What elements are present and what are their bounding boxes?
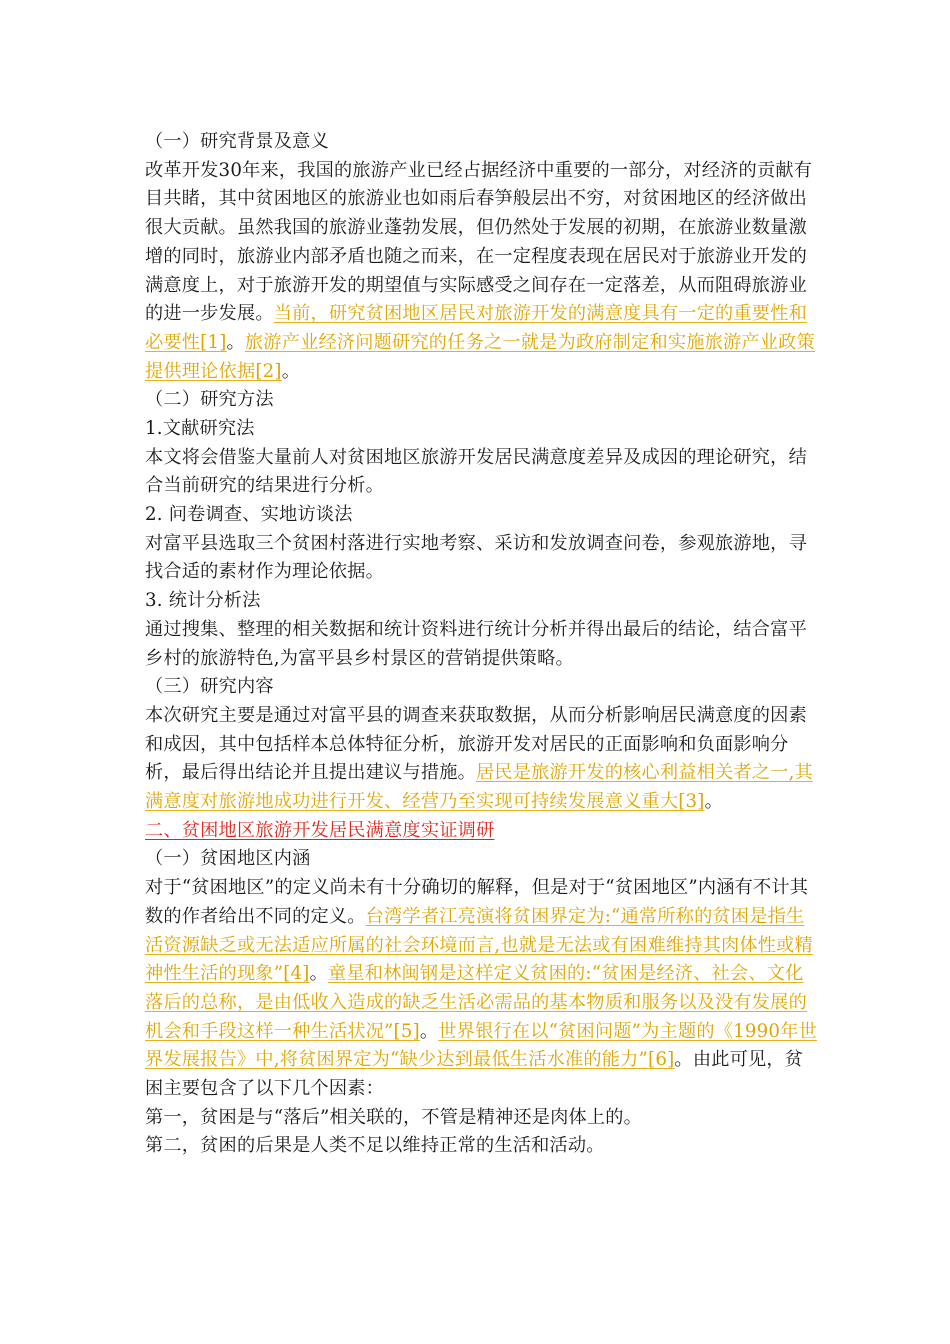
sub-heading xyxy=(145,845,817,874)
method-title xyxy=(145,415,817,444)
citation-link[interactable]: 居民是旅游开发的核心利益相关者之一,其满意度对旅游地成功进行开发、经营乃至实现可持续发展意义重大[3] xyxy=(145,762,813,813)
method-text: 通过搜集、整理的相关数据和统计资料进行统计分析并得出最后的结论，结合富平乡村的旅游特色,为富平县乡村景区的营销提供策略。 xyxy=(145,618,807,669)
punctuation: 。 xyxy=(419,1020,439,1042)
punctuation: 。 xyxy=(704,791,723,813)
section-heading-methods xyxy=(145,386,817,415)
method-text: 本文将会借鉴大量前人对贫困地区旅游开发居民满意度差异及成因的理论研究，结合当前研究的结果进行分析。 xyxy=(145,446,807,497)
method-title xyxy=(145,587,817,616)
punctuation: 。 xyxy=(226,331,245,353)
paragraph-text: 对于“贫困地区”的定义尚未有十分确切的解释，但是对于“贫困地区”内涵有不计其数的作者给出不同的定义。 xyxy=(145,877,809,927)
method-description xyxy=(145,444,817,501)
method-title xyxy=(145,501,817,530)
list-item xyxy=(145,1104,817,1133)
part-title-link[interactable]: 二、贫困地区旅游开发居民满意度实证调研 xyxy=(145,819,495,841)
list-item-text: 第二，贫困的后果是人类不足以维持正常的生活和活动。 xyxy=(145,1135,605,1157)
citation-link[interactable]: 台湾学者江亮演将贫困界定为:“通常所称的贫困是指生活资源缺乏或无法适应所属的社会环境而言,也就是无法或有困难维持其肉体性或精神性生活的现象”[4] xyxy=(145,905,813,985)
paragraph-text: 本次研究主要是通过对富平县的调查来获取数据，从而分析影响居民满意度的因素和成因，其中包括样本总体特征分析，旅游开发对居民的正面影响和负面影响分析，最后得出结论并且提出建议与措施。 xyxy=(145,704,807,784)
part-title xyxy=(145,817,817,846)
punctuation: 。 xyxy=(674,1049,693,1071)
section-heading-background xyxy=(145,128,817,157)
section-heading: （二）研究方法 xyxy=(145,389,274,411)
method-title-text: 1.文献研究法 xyxy=(145,418,255,439)
section-heading-content xyxy=(145,673,817,702)
punctuation: 。 xyxy=(281,360,301,382)
section-heading: （一）贫困地区内涵 xyxy=(145,848,311,870)
method-description xyxy=(145,616,817,673)
list-item-text: 第一，贫困是与“落后”相关联的，不管是精神还是肉体上的。 xyxy=(145,1106,643,1128)
section-heading: （三）研究内容 xyxy=(145,676,274,698)
list-item xyxy=(145,1132,817,1161)
section-heading: （一）研究背景及意义 xyxy=(145,131,329,152)
paragraph-background xyxy=(145,157,817,387)
method-title-text: 3. 统计分析法 xyxy=(145,590,261,612)
citation-link[interactable]: 童星和林闽钢是这样定义贫困的:“贫困是经济、社会、文化落后的总称，是由低收入造成的缺乏生活必需品的基本物质和服务以及没有发展的机会和手段这样一种生活状况”[5] xyxy=(145,963,807,1042)
paragraph-poverty-definition xyxy=(145,874,817,1104)
method-text: 对富平县选取三个贫困村落进行实地考察、采访和发放调查问卷，参观旅游地，寻找合适的素材作为理论依据。 xyxy=(145,532,807,583)
document-body xyxy=(145,128,817,1161)
method-title-text: 2. 问卷调查、实地访谈法 xyxy=(145,504,353,526)
paragraph-text: 改革开发30年来，我国的旅游产业已经占据经济中重要的一部分，对经济的贡献有目共睹，其中贫困地区的旅游业也如雨后春笋般层出不穷，对贫困地区的经济做出很大贡献。虽然我国的旅游业蓬勃发展，但仍然处于发展的初期，在旅游业数量激增的同时，旅游业内部矛盾也随之而来，在一定程度表现在居民对于旅游业开发的满意度上，对于旅游开发的期望值与实际感受之间存在一定落差，从而阻碍旅游业的进一步发展。 xyxy=(145,159,813,325)
citation-link[interactable]: 旅游产业经济问题研究的任务之一就是为政府制定和实施旅游产业政策提供理论依据[2] xyxy=(145,331,815,382)
paragraph-text: 由此可见，贫困主要包含了以下几个因素： xyxy=(145,1049,804,1100)
paragraph-content xyxy=(145,702,817,817)
method-description xyxy=(145,530,817,587)
punctuation: 。 xyxy=(309,963,328,985)
citation-link[interactable]: 当前，研究贫困地区居民对旅游开发的满意度具有一定的重要性和必要性[1] xyxy=(145,303,807,353)
citation-link[interactable]: 世界银行在以“贫困问题”为主题的《1990年世界发展报告》中,将贫困界定为“缺少达到最低生活水准的能力”[6] xyxy=(145,1020,817,1071)
